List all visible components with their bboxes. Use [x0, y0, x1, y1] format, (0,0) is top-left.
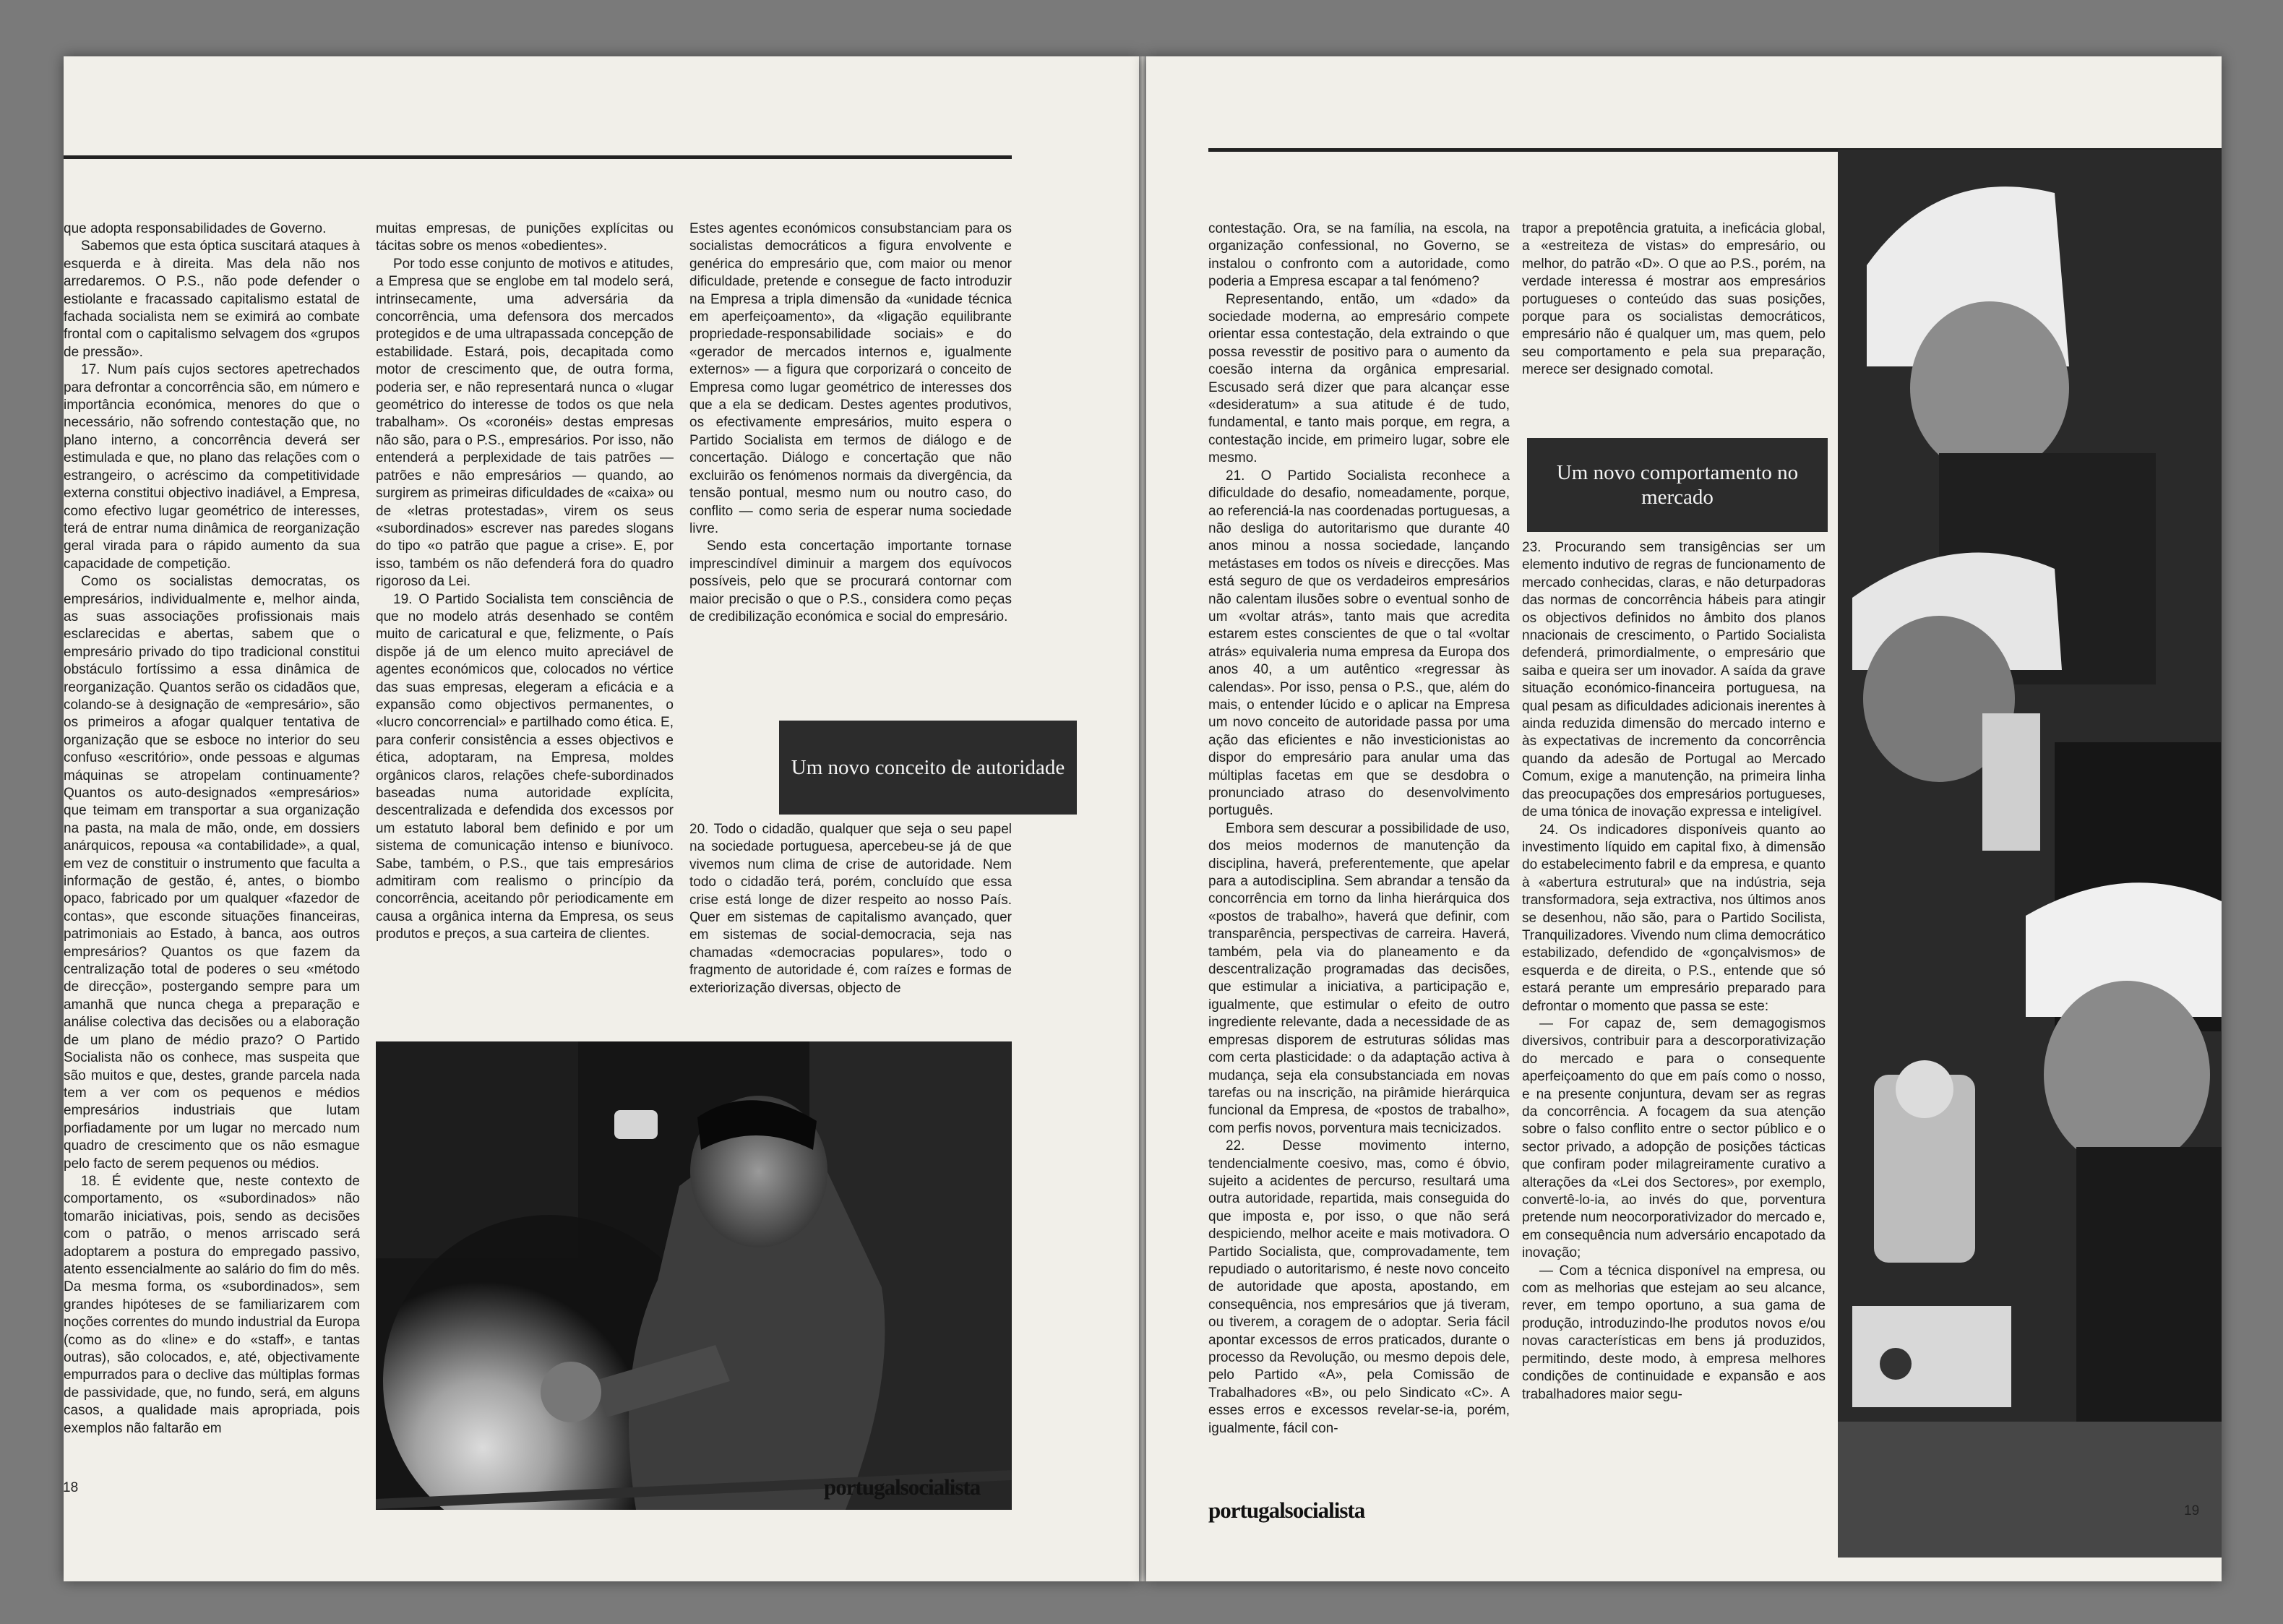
paragraph: 17. Num país cujos sectores apetrechados para defrontar a concorrência são, em número e importância económica, menores do que o necessário, não sofrendo contestação que, no plano interno, a concorrência deverá ser estimulada e que, no plano das relações com o estrangeiro, o acréscimo da competitividade externa constitui objectivo inadiável, a Empresa, como efectivo lugar geométrico de interesses, terá de entrar numa dinâmica de reorganização geral virada para o rápido aumento da sua capacidade de competição.	[64, 362, 360, 572]
paragraph: muitas empresas, de punições explícitas ou tácitas sobre os menos «obedientes».	[376, 221, 674, 254]
left-page	[64, 56, 1139, 1581]
paragraph: 21. O Partido Socialista reconhece a dificuldade do desafio, nomeadamente, porque, ao referenciá-la nas coordenadas portuguesas, a não desliga do autoritarismo que durante 40 anos minou a nossa sociedade, lançando metástases em todos os níveis e direcções. Mas está seguro de que os verdadeiros empresários não calentam ilusões sobre o eventual sonho de um «voltar atrás», tanto mais que acredita estarem estes conscientes de que o tal «voltar atrás» equivaleria numa empresa da Europa dos anos 40, a um autêntico «regressar às calendas». Por isso, pensa o P.S., que, além do mais, o entender lúcido e o aplicar na Empresa um novo conceito de autoridade passa por uma ação das eficientes e não investicionistas ao dispor do empresário para anular uma das múltiplas facetas em que se desdobra o pronunciado atraso do desenvolvimento português.	[1208, 468, 1510, 819]
magazine-brand: portugalsocialista	[824, 1474, 981, 1500]
paragraph: Embora sem descurar a possibilidade de uso, dos meios modernos de manutenção da disciplina, haverá, preferentemente, que apelar para a autodisciplina. Sem abrandar a tensão da concorrência em torno da linha hierárquica dos «postos de trabalho», haverá que definir, com transparência, perspectivas de carreira. Haverá, também, pela via do planeamento e da descentralização programadas das decisões, que estimular a iniciativa, a participação e, igualmente, que estimular o efeito de outro ingrediente relevante, dada a necessidade de as empresas disporem de estruturas sólidas mas com certa plasticidade: o da adaptação activa à mudança, seja ela consubstanciada em novas tarefas ou na inscrição, na pirâmide hierárquica funcional da Empresa, de «postos de trabalho», com perfis novos, porventura mais tecnicizados.	[1208, 820, 1510, 1136]
paragraph: que adopta responsabilidades de Governo.	[64, 221, 327, 236]
left-column-3b	[689, 821, 1012, 1029]
paragraph: contestação. Ora, se na família, na escola, na organização confessional, no Governo, se instalou o confronto com a autoridade, como poderia a Empresa escapar a tal fenómeno?	[1208, 221, 1510, 290]
left-column-1	[64, 220, 360, 1513]
right-column-2	[1522, 220, 1826, 401]
right-column-1	[1208, 220, 1510, 1558]
binding-gutter	[1139, 56, 1146, 1581]
paragraph: — For capaz de, sem demagogismos diversivos, contribuir para a descorporativização do mercado e para o consequente aperfeiçoamento do que em país como o nosso, e na presente conjuntura, devam ser as regras da concorrência. A focagem da sua atenção sobre o falso conflito entre o sector público e o sector privado, a adopção de posições tácticas que confiram poder milagreiramente curativo a alterações da «Lei dos Sectores», por exemplo, convertê-lo-ia, ao invés do que, porventura pretende num neocorporativizador do mercado e, em consequência num adversário encapotado da inovação;	[1522, 1015, 1826, 1261]
paragraph: Por todo esse conjunto de motivos e atitudes, a Empresa que se englobe em tal modelo será, intrinsecamente, uma adversária da concorrência, uma defensora dos mercados protegidos e de uma ultrapassada concepção de estabilidade. Estará, pois, decapitada como motor de crescimento que, de outra forma, poderia ser, e não representará nunca o «lugar geométrico do interesse de todos os que nela trabalham». Os «coronéis» destas empresas não são, para o P.S., empresários. Por isso, não entenderá a perplexidade de tais patrões — patrões e não empresários — quando, ao surgirem as primeiras dificuldades de «caixa» ou de «letras protestadas», virem os seus «subordinados» escrever nas paredes slogans do tipo «o patrão que pague a crise». E, por isso, também os não defenderá fora do quadro rigoroso da Lei.	[376, 256, 674, 590]
paragraph: 20. Todo o cidadão, qualquer que seja o seu papel na sociedade portuguesa, apercebeu-se já de que vivemos num clima de crise de autoridade. Nem todo o cidadão terá, porém, concluído que essa crise está longe de dizer respeito ao nosso País. Quer em sistemas de capitalismo avançado, quer em sistemas de social-democracia, seja nas chamadas «democracias populares», todo o fragmento de autoridade é, com raízes e formas de exteriorização diversas, objecto de	[689, 822, 1012, 996]
paragraph: 18. É evidente que, neste contexto de comportamento, os «subordinados» não tomarão iniciativas, pois, sendo as decisões com o patrão, o menos arriscado será adoptarem a postura do empregado passivo, atento essencialmente ao salário do fim do mês. Da mesma forma, os «subordinados», sem grandes hipóteses de se familiarizarem com noções correntes do mundo industrial da Europa (como as do «line» e do «staff», e tantas outras), são colocados, e, até, objectivamente empurrados para o declive das múltiplas formas de passividade, que, no fundo, será, em alguns casos, a qualidade mais apropriada, pois exemplos não faltarão em	[64, 1173, 360, 1436]
right-column-2b	[1522, 539, 1826, 1558]
section-heading: Um novo comportamento no mercado	[1556, 461, 1799, 509]
microscope-workers-image	[1838, 150, 2222, 1558]
paragraph: Sendo esta concertação importante tornase imprescindível diminuir a margem dos equívocos possíveis, pelo que se procurará contornar com maior precisão o que o P.S., considera como peças de credibilização económica e social do empresário.	[689, 538, 1012, 624]
paragraph: 22. Desse movimento interno, tendencialmente coesivo, mas, como é óbvio, sujeito a acidentes de percurso, resultará uma outra autoridade, repartida, mais conseguida do que imposta e, por isso, o que não será despiciendo, melhor aceite e mais motivadora. O Partido Socialista, que, comprovadamente, tem repudiado o autoritarismo, é neste novo conceito de autoridade que aposta, apostando, em consequência, nos empresários que já tiveram, ou tiverem, a coragem de o adoptar. Seria fácil apontar excessos de erros praticados, durante o processo da Revolução, ou mesmo depois dele, pelo Partido «A», pela Comissão de Trabalhadores «B», ou pelo Sindicato «C». A esses erros e excessos revelar-se-ia, porém, igualmente, fácil con-	[1208, 1138, 1510, 1436]
left-column-3	[689, 220, 1012, 687]
section-heading: Um novo conceito de autoridade	[791, 756, 1065, 779]
paragraph: Estes agentes económicos consubstanciam para os socialistas democráticos a figura envolvente e genérica do empresário que, com maior ou menor dificuldade, pretende e consegue de facto introduzir na Empresa a tripla dimensão da «unidade técnica em aperfeiçoamento», da «ligação equilibrante propriedade-responsabilidade sociais» e do «gerador de mercados internos e, igualmente externos» — a figura que corporizará o conceito de Empresa como lugar geométrico de interesses dos que a ela se dedicam. Destes agentes produtivos, os efectivamente empresários, muito espera o Partido Socialista em termos de diálogo e de concertação. Diálogo e concertação que não excluirão os fenómenos normais da divergência, da tensão pontual, mesmo num ou noutro caso, do conflito — como seria de esperar numa sociedade livre.	[689, 221, 1012, 536]
section-heading-box	[779, 721, 1077, 815]
paragraph: 23. Procurando sem transigências ser um elemento indutivo de regras de funcionamento de mercado conhecidas, claras, e não deturpadoras das normas de concorrência hábeis para atingir os objectivos definidos no âmbito dos planos nnacionais de crescimento, o Partido Socialista defenderá, primordialmente, o empresário que saiba e queira ser um inovador. A saída da grave situação económico-financeira portuguesa, na qual pesam as dificuldades adicionais inerentes à ainda reduzida dimensão do mercado interno e às expectativas de incremento da concorrência quando da adesão de Portugal ao Mercado Comum, exige a manutenção, na primeira linha das preocupações dos empresários portugueses, de uma tónica de inovação expressa e inteligível.	[1522, 540, 1826, 820]
paragraph: — Com a técnica disponível na empresa, ou com as melhorias que estejam ao seu alcance, rever, em tempo oportuno, a sua gama de produção, introduzindo-lhe produtos novos e/ou novas características em bens já produzidos, permitindo, deste modo, à empresa melhores condições de continuidade e expansão e aos trabalhadores maior segu-	[1522, 1263, 1826, 1402]
paragraph: Representando, então, um «dado» da sociedade moderna, ao empresário compete orientar essa contestação, dela extraindo o que possa revesstir de positivo para o aumento da coesão interna da orgânica empresarial. Escusado será dizer que para alcançar esse «desideratum» a sua atitude é de tudo, fundamental, e tanto mais porque, em regra, a contestação incide, em primeiro lugar, sobre ele mesmo.	[1208, 291, 1510, 466]
left-column-2	[376, 220, 674, 1028]
paragraph: 24. Os indicadores disponíveis quanto ao investimento líquido em capital fixo, à dimensão do estabelecimento fabril e da empresa, e quanto à «abertura estrutural» que na indústria, seja transformadora, seja extractiva, nos últimos anos se desenhou, não são, para o Partido Socilista, Tranquilizadores. Vivendo num clima democrático estabilizado, defendido de «gonçalvismos» de esquerda e de direita, o P.S., entende que só estará perante um empresário preparado para defrontar o momento que passa se este:	[1522, 822, 1826, 1014]
top-rule	[64, 155, 1012, 159]
magazine-brand: portugalsocialista	[1208, 1498, 1365, 1523]
page-number: 19	[2184, 1503, 2200, 1518]
paragraph: 19. O Partido Socialista tem consciência de que no modelo atrás desenhado se contêm muito de caricatural e que, felizmente, o País dispõe já de um elenco muito apreciável de agentes económicos que, colocados no vértice das suas empresas, elegeram a eficácia e a expansão como objectivos permanentes, o «lucro concorrencial» e partilhado como ética. E, para conferir consistência a esses objectivos e ética, adoptaram, na Empresa, moldes orgânicos claros, relações chefe-subordinados baseadas numa autoridade explícita, descentralizada e defendida dos excessos por um estatuto laboral bem definido e por um sistema de comunicação intenso e biunívoco. Sabe, também, o P.S., que tais empresários admitiram com realismo o princípio da concorrência, aceitando pôr periodicamente em causa a orgânica interna da Empresa, os seus produtos e preços, a sua carteira de clientes.	[376, 591, 674, 942]
section-heading-box	[1527, 438, 1828, 532]
welder-photo	[376, 1041, 1012, 1510]
paragraph: trapor a prepotência gratuita, a ineficácia global, a «estreiteza de vistas» do empresário, ou melhor, do patrão «D». O que ao P.S., porém, na verdade interessa é mostrar aos empresários portugueses o conteúdo das suas posições, porque para os socialistas democráticos, empresário não é qualquer um, mas quem, pelo seu comportamento e pela sua preparação, merece ser designado comotal.	[1522, 221, 1826, 378]
paragraph: Sabemos que esta óptica suscitará ataques à esquerda e à direita. Mas dela não nos arredaremos. O P.S., não pode defender o estiolante e fracassado capitalismo estatal de fachada socialista nem se eximirá ao combate frontal com o capitalismo selvagem dos «grupos de pressão».	[64, 239, 360, 360]
welder-grinding-image	[376, 1041, 1012, 1510]
right-page	[1146, 56, 2222, 1581]
paragraph: Como os socialistas democratas, os empresários, individualmente e, melhor ainda, as suas associações profissionais mais esclarecidas e abertas, sabem que o empresário privado do tipo tradicional constitui obstáculo fortíssimo a essa dinâmica de reorganização. Quantos serão os cidadãos que, colando-se à designação de «empresário», são os primeiros a afogar qualquer tentativa de organização que se esboce no interior do seu confuso «escritório», onde pessoas e algumas máquinas se atropelam continuamente? Quantos os auto-designados «empresários» que teimam em transportar a sua organização na pasta, na mala de mão, onde, em dossiers anárquicos, repousa «a contabilidade», a qual, em vez de constituir o instrumento que faculta a informação de gestão, é, antes, o biombo opaco, fabricado por um qualquer «fazedor de contas», que esconde situações financeiras, patrimoniais ao Estado, à banca, aos outros empresários? Quantos os que fazem da centralização total de poderes o seu «método de direcção», postergando sempre para um amanhã que nunca chega a preparação e análise colectiva das decisões ou a elaboração de um plano de médio prazo? O Partido Socialista não os conhece, mas suspeita que são muitos e que, destes, grande parcela nada tem a ver com os pequenos e médios empresários industriais que lutam porfiadamente por um lugar no mercado num quadro de crescimento que os não esmague pelo facto de serem pequenos ou médios.	[64, 574, 360, 1172]
lab-workers-photo	[1838, 150, 2222, 1558]
page-number: 18	[63, 1480, 79, 1495]
